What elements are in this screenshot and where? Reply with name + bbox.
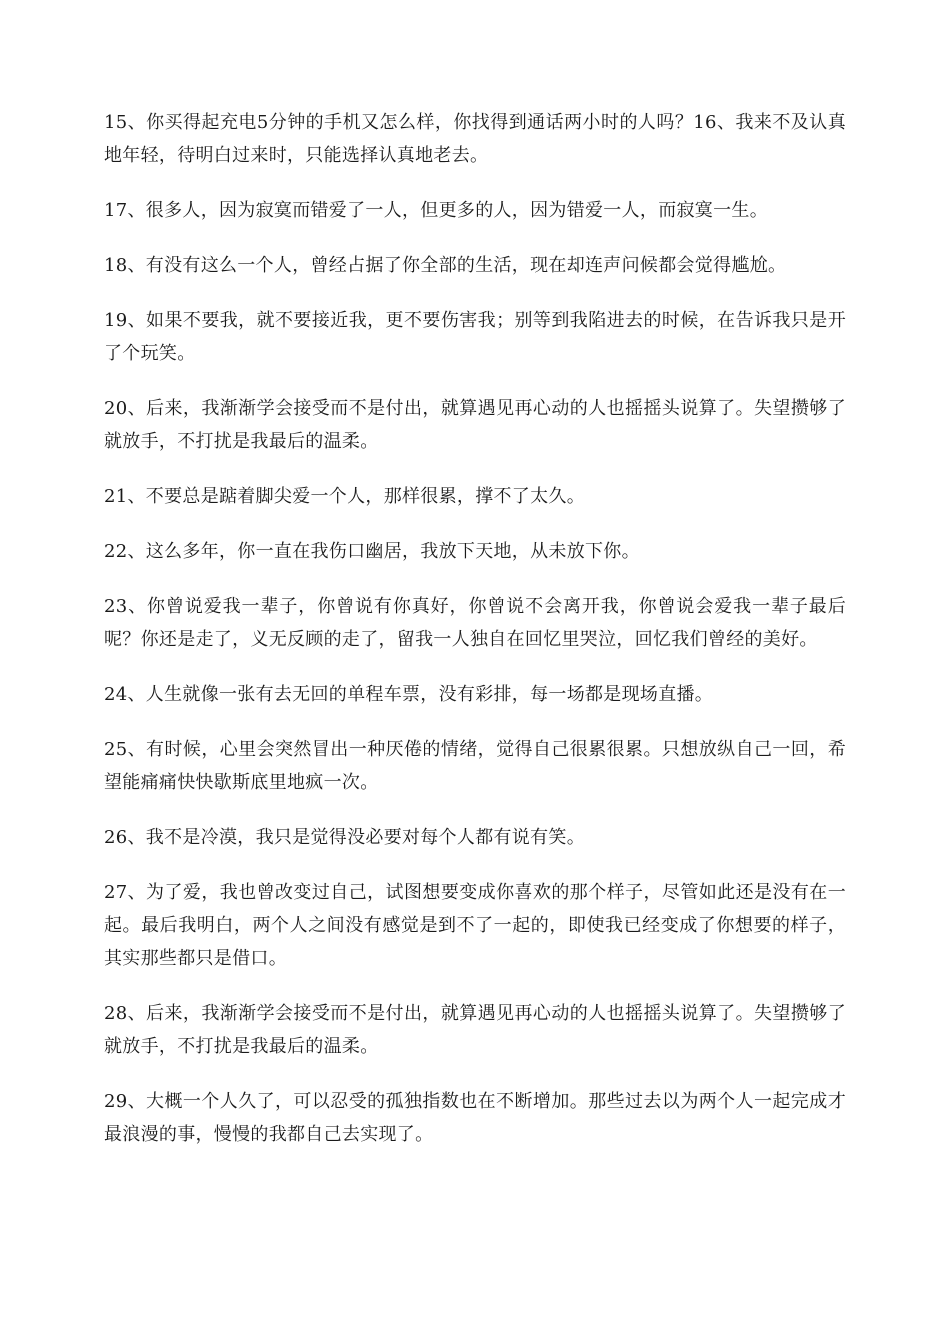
paragraph-23: 23、你曾说爱我一辈子，你曾说有你真好，你曾说不会离开我，你曾说会爱我一辈子最后呢？你还是走了，义无反顾的走了，留我一人独自在回忆里哭泣，回忆我们曾经的美好。 [104,596,846,650]
paragraph-19: 19、如果不要我，就不要接近我，更不要伤害我；别等到我陷进去的时候，在告诉我只是开了个玩笑。 [104,310,846,364]
document-body [104,106,846,1173]
paragraph-20: 20、后来，我渐渐学会接受而不是付出，就算遇见再心动的人也摇摇头说算了。失望攒够了就放手，不打扰是我最后的温柔。 [104,398,846,452]
paragraph-27: 27、为了爱，我也曾改变过自己，试图想要变成你喜欢的那个样子，尽管如此还是没有在一起。最后我明白，两个人之间没有感觉是到不了一起的，即使我已经变成了你想要的样子，其实那些都只是借口。 [104,882,846,969]
paragraph-28: 28、后来，我渐渐学会接受而不是付出，就算遇见再心动的人也摇摇头说算了。失望攒够了就放手，不打扰是我最后的温柔。 [104,1003,846,1057]
paragraph-15-16: 15、你买得起充电5分钟的手机又怎么样，你找得到通话两小时的人吗？16、我来不及认真地年轻，待明白过来时，只能选择认真地老去。 [104,112,846,166]
paragraph-22: 22、这么多年，你一直在我伤口幽居，我放下天地，从未放下你。 [104,541,640,562]
paragraph-29: 29、大概一个人久了，可以忍受的孤独指数也在不断增加。那些过去以为两个人一起完成才最浪漫的事，慢慢的我都自己去实现了。 [104,1091,846,1145]
paragraph-24: 24、人生就像一张有去无回的单程车票，没有彩排，每一场都是现场直播。 [104,684,714,705]
paragraph-17: 17、很多人，因为寂寞而错爱了一人，但更多的人，因为错爱一人，而寂寞一生。 [104,200,769,221]
paragraph-21: 21、不要总是踮着脚尖爱一个人，那样很累，撑不了太久。 [104,486,586,507]
paragraph-18: 18、有没有这么一个人，曾经占据了你全部的生活，现在却连声问候都会觉得尴尬。 [104,255,787,276]
paragraph-26: 26、我不是冷漠，我只是觉得没必要对每个人都有说有笑。 [104,827,586,848]
paragraph-25: 25、有时候，心里会突然冒出一种厌倦的情绪，觉得自己很累很累。只想放纵自己一回，希望能痛痛快快歇斯底里地疯一次。 [104,739,846,793]
